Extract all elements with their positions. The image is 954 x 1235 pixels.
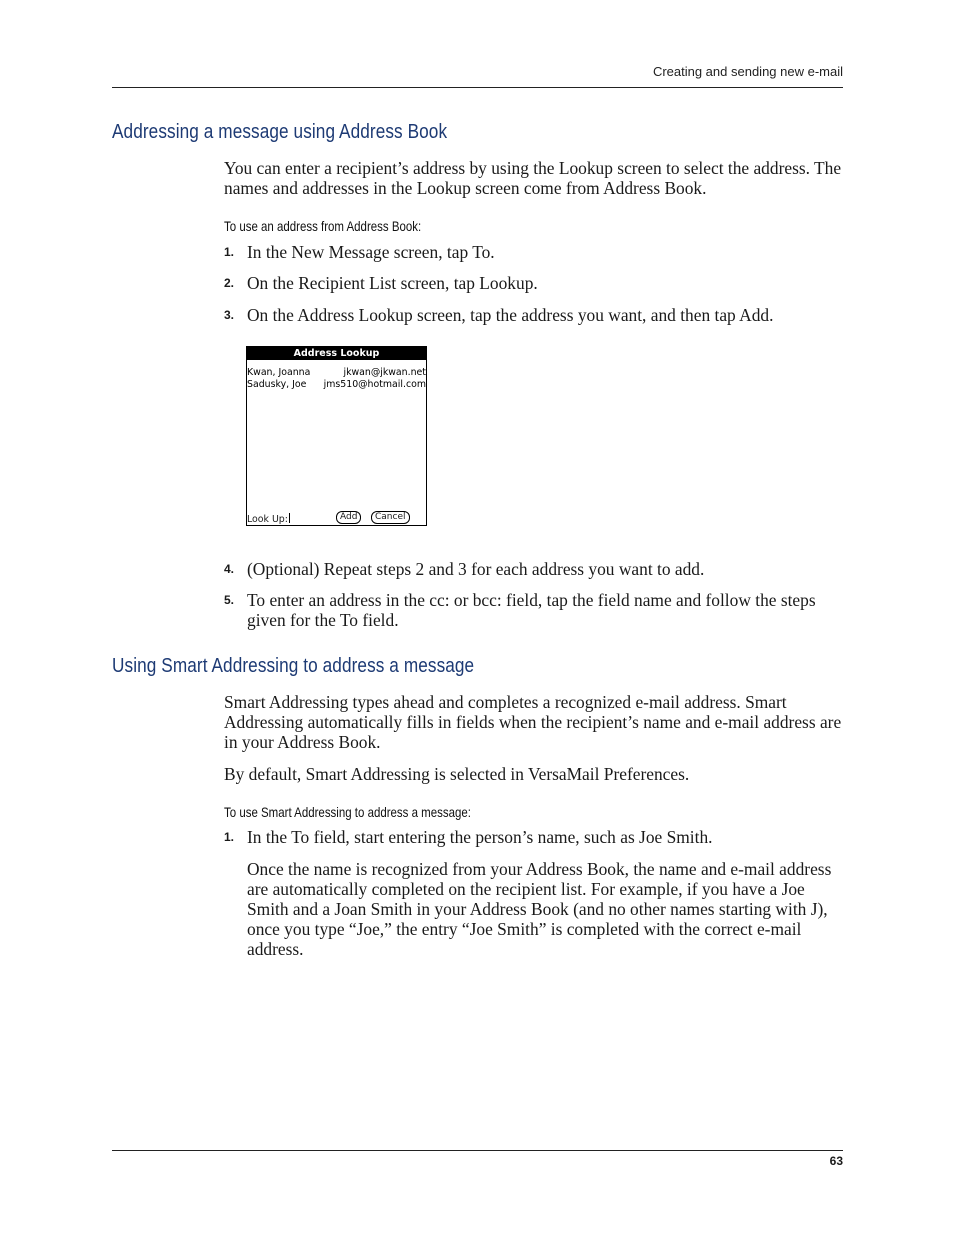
step-text: In the New Message screen, tap To. bbox=[247, 242, 495, 262]
footer-rule bbox=[112, 1150, 843, 1151]
step-number: 1. bbox=[224, 830, 235, 844]
step-text: To enter an address in the cc: or bcc: field, tap the field name and follow the steps given for the To field. bbox=[247, 590, 816, 630]
entry-name: Kwan, Joanna bbox=[247, 367, 311, 378]
header-rule bbox=[112, 87, 843, 88]
section-heading-address-book: Addressing a message using Address Book bbox=[112, 121, 448, 143]
step-text: (Optional) Repeat steps 2 and 3 for each address you want to add. bbox=[247, 559, 705, 579]
step-followup: Once the name is recognized from your Address Book, the name and e-mail address are automatically completed on the recipient list. For example, if you have a Joe Smith and a Joan Smith in your Address Book (and no other names starting with J), once you type “Joe,” the entry “Joe Smith” is completed with the correct e-mail address. bbox=[247, 859, 832, 959]
step-number: 1. bbox=[224, 245, 235, 259]
step-number: 5. bbox=[224, 593, 235, 607]
lookup-title-bar: Address Lookup bbox=[247, 347, 426, 360]
section2-para1: Smart Addressing types ahead and completes a recognized e-mail address. Smart Addressing automatically fills in fields when the recipient’s name and e-mail address are in your Address Book. bbox=[224, 692, 842, 752]
section2-para2: By default, Smart Addressing is selected in VersaMail Preferences. bbox=[224, 764, 690, 784]
step-number: 4. bbox=[224, 562, 235, 576]
entry-email: jkwan@jkwan.net bbox=[343, 367, 426, 378]
entry-name: Sadusky, Joe bbox=[247, 379, 307, 390]
lookup-field[interactable] bbox=[247, 513, 290, 526]
add-button[interactable]: Add bbox=[336, 511, 361, 524]
procedure-title-address-book: To use an address from Address Book: bbox=[224, 218, 422, 234]
section1-intro: You can enter a recipient’s address by using the Lookup screen to select the address. The names and addresses in the Lookup screen come from Address Book. bbox=[224, 158, 842, 198]
step-number: 2. bbox=[224, 276, 235, 290]
procedure-title-smart-addressing: To use Smart Addressing to address a message: bbox=[224, 804, 471, 820]
entry-email: jms510@hotmail.com bbox=[323, 379, 426, 390]
cancel-button[interactable]: Cancel bbox=[371, 511, 410, 524]
step-text: On the Address Lookup screen, tap the address you want, and then tap Add. bbox=[247, 305, 774, 325]
page-number: 63 bbox=[829, 1154, 843, 1168]
lookup-label: Look Up: bbox=[247, 514, 288, 525]
running-head: Creating and sending new e-mail bbox=[652, 64, 843, 79]
step-number: 3. bbox=[224, 308, 235, 322]
step-text: On the Recipient List screen, tap Lookup. bbox=[247, 273, 538, 293]
section-heading-smart-addressing: Using Smart Addressing to address a message bbox=[112, 655, 475, 677]
text-cursor bbox=[289, 513, 290, 523]
step-text: In the To field, start entering the person’s name, such as Joe Smith. bbox=[247, 827, 713, 847]
address-lookup-screenshot bbox=[246, 346, 427, 526]
